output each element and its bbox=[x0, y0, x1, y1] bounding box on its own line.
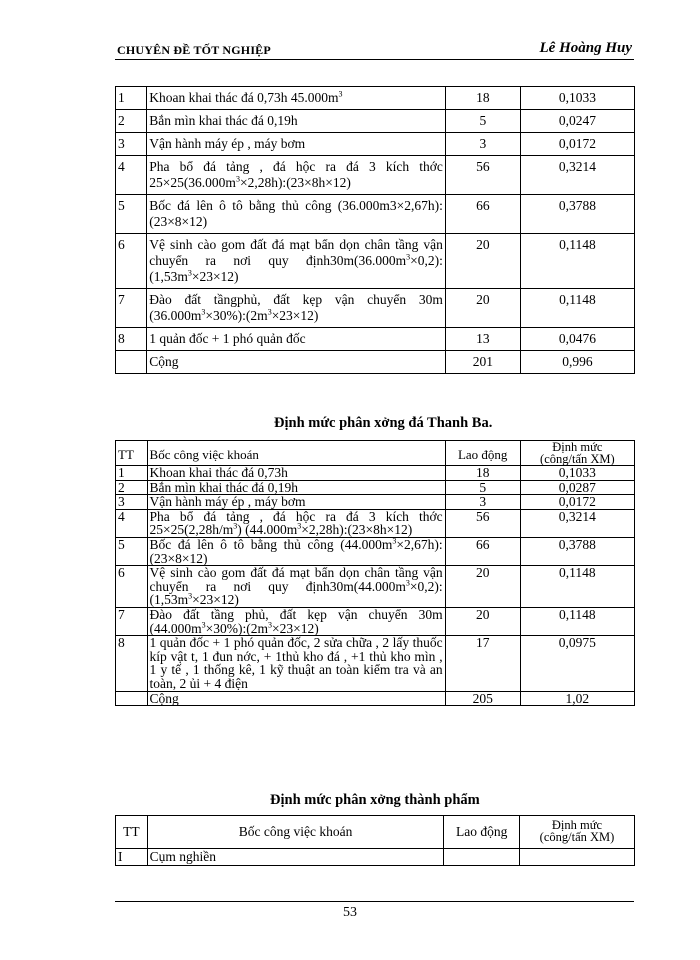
col-tt-header: TT bbox=[116, 816, 148, 849]
job-description: Vệ sinh cào gom đất đá mạt bẩn dọn chân tầng vận chuyển ra nơi quy $định30m(36.000m^3\times 0,2):(1,53m^3\times 23\times 12)$ bbox=[147, 234, 446, 289]
norm-value: 0,3214 bbox=[520, 156, 634, 195]
page-number: 53 bbox=[343, 905, 357, 920]
norm-value: 0,0975 bbox=[520, 636, 634, 691]
labor-count: 3 bbox=[445, 133, 520, 156]
row-number: I bbox=[116, 849, 148, 866]
norm-value: 0,3214 bbox=[520, 509, 634, 537]
norm-value: 1,02 bbox=[520, 691, 634, 706]
row-number: 6 bbox=[116, 566, 148, 608]
labor-norm-table-1 bbox=[115, 86, 635, 374]
labor-count: 20 bbox=[445, 289, 520, 328]
table-row bbox=[116, 509, 635, 537]
labor-count: 56 bbox=[445, 509, 520, 537]
job-description: Cụm nghiền bbox=[147, 849, 444, 866]
table-row bbox=[116, 289, 635, 328]
footer-rule bbox=[115, 901, 634, 902]
job-description: Cộng bbox=[147, 351, 446, 374]
header-rule bbox=[115, 59, 634, 60]
col-job-header: Bốc công việc khoán bbox=[147, 441, 445, 466]
norm-header-line2: (công/tấn XM) bbox=[539, 830, 615, 844]
row-number: 4 bbox=[116, 156, 147, 195]
table-row bbox=[116, 351, 635, 374]
table3-body bbox=[116, 849, 635, 866]
job-description: Pha bổ đá tảng , đá hộc ra đá 3 kích thớc $25\times 25(36.000m^3\times 2,28h):(23\times 8h\times 12)$ bbox=[147, 156, 446, 195]
labor-count: 17 bbox=[445, 636, 520, 691]
norm-value: 0,0172 bbox=[520, 133, 634, 156]
labor-count: 5 bbox=[445, 480, 520, 495]
col-labor-header: Lao động bbox=[445, 441, 520, 466]
table2-title: Định mức phân xởng đá Thanh Ba. bbox=[274, 415, 493, 431]
row-number: 8 bbox=[116, 636, 148, 691]
norm-header-line1: Định mức bbox=[552, 440, 603, 454]
table3-header-row bbox=[116, 816, 635, 849]
row-number: 1 bbox=[116, 87, 147, 110]
table-row bbox=[116, 110, 635, 133]
norm-value: 0,1148 bbox=[520, 566, 634, 608]
header-left: CHUYÊN ĐỀ TỐT NGHIỆP bbox=[117, 43, 271, 57]
col-norm-header bbox=[519, 816, 634, 849]
norm-value: 0,1033 bbox=[520, 87, 634, 110]
header-author: Lê Hoàng Huy bbox=[539, 40, 632, 56]
norm-value bbox=[519, 849, 634, 866]
labor-norm-table-finished bbox=[115, 815, 635, 866]
job-description: 1 quản đốc + 1 phó quản đốc, 2 sửa chữa , 2 lấy thuốc kíp vật t, 1 đun nớc, + 1thủ kho đá , +1 thủ kho mìn , 1 y tế , 1 thống kê, 1 kỹ thuật an toàn kiểm tra và an toàn, 2 ủi + 4 điện bbox=[147, 636, 445, 691]
norm-value: 0,0172 bbox=[520, 495, 634, 510]
norm-header-line2: (công/tấn XM) bbox=[540, 452, 615, 466]
norm-value: 0,0247 bbox=[520, 110, 634, 133]
norm-value: 0,0476 bbox=[520, 328, 634, 351]
row-number: 1 bbox=[116, 466, 148, 481]
col-norm-header bbox=[520, 441, 634, 466]
row-number: 2 bbox=[116, 110, 147, 133]
job-description: Bắn mìn khai thác đá 0,19h bbox=[147, 480, 445, 495]
row-number: 7 bbox=[116, 607, 148, 635]
labor-count: 3 bbox=[445, 495, 520, 510]
norm-value: 0,1148 bbox=[520, 289, 634, 328]
job-description: Đào đất tầng phủ, đất kẹp vận chuyển 30m $(44.000m^3\times 30\%):(2m^3\times 23\times 12)$ bbox=[147, 607, 445, 635]
row-number: 3 bbox=[116, 133, 147, 156]
labor-count bbox=[444, 849, 520, 866]
table-row bbox=[116, 566, 635, 608]
job-description: Đào đất tầngphủ, đất kẹp vận chuyển 30m $(36.000m^3\times 30\%):(2m^3\times 23\times 12)$ bbox=[147, 289, 446, 328]
row-number: 8 bbox=[116, 328, 147, 351]
table-row bbox=[116, 234, 635, 289]
row-number: 3 bbox=[116, 495, 148, 510]
row-number: 2 bbox=[116, 480, 148, 495]
row-number: 6 bbox=[116, 234, 147, 289]
row-number: 5 bbox=[116, 537, 148, 565]
table-row bbox=[116, 87, 635, 110]
job-description: Khoan khai thác đá 0,73h bbox=[147, 466, 445, 481]
table-row bbox=[116, 636, 635, 691]
norm-value: 0,1148 bbox=[520, 234, 634, 289]
norm-value: 0,3788 bbox=[520, 537, 634, 565]
norm-value: 0,1033 bbox=[520, 466, 634, 481]
job-description: Bắn mìn khai thác đá 0,19h bbox=[147, 110, 446, 133]
norm-value: 0,1148 bbox=[520, 607, 634, 635]
job-description: Vệ sinh cào gom đất đá mạt bẩn dọn chân tầng vận chuyển ra nơi quy $định30m(44.000m^3\times 0,2):(1,53m^3\times 23\times 12)$ bbox=[147, 566, 445, 608]
labor-count: 13 bbox=[445, 328, 520, 351]
table-row bbox=[116, 328, 635, 351]
labor-count: 18 bbox=[445, 466, 520, 481]
job-description: Bốc đá lên ô tô bằng thủ công $(44.000m^3\times 2,67h):(23\times 8\times 12)$ bbox=[147, 537, 445, 565]
table2-header-row bbox=[116, 441, 635, 466]
labor-count: 18 bbox=[445, 87, 520, 110]
job-description: Vận hành máy ép , máy bơm bbox=[147, 133, 446, 156]
table1-body bbox=[116, 87, 635, 374]
labor-count: 66 bbox=[445, 537, 520, 565]
job-description: Khoan khai thác đá 0,73h $45.000m^3$ bbox=[147, 87, 446, 110]
job-description: Bốc đá lên ô tô bằng thủ công (36.000m3×2,67h):(23×8×12) bbox=[147, 195, 446, 234]
labor-count: 20 bbox=[445, 607, 520, 635]
labor-count: 205 bbox=[445, 691, 520, 706]
labor-count: 66 bbox=[445, 195, 520, 234]
norm-header-line1: Định mức bbox=[551, 818, 603, 832]
table-row bbox=[116, 195, 635, 234]
labor-count: 56 bbox=[445, 156, 520, 195]
row-number: 5 bbox=[116, 195, 147, 234]
table-row bbox=[116, 691, 635, 706]
row-number: 4 bbox=[116, 509, 148, 537]
labor-norm-table-thanh-ba bbox=[115, 440, 635, 706]
row-number bbox=[116, 351, 147, 374]
col-job-header: Bốc công việc khoán bbox=[147, 816, 444, 849]
job-description: Pha bổ đá tảng , đá hộc ra đá 3 kích thớc $25\times 25(2,28h/m^3)$ $(44.000m^3\times 2,28h):(23\times 8h\times 12)$ bbox=[147, 509, 445, 537]
labor-count: 20 bbox=[445, 566, 520, 608]
col-tt-header: TT bbox=[116, 441, 148, 466]
table-row bbox=[116, 495, 635, 510]
table-row bbox=[116, 133, 635, 156]
norm-value: 0,3788 bbox=[520, 195, 634, 234]
labor-count: 201 bbox=[445, 351, 520, 374]
table-row bbox=[116, 537, 635, 565]
table-row bbox=[116, 480, 635, 495]
job-description: Vận hành máy ép , máy bơm bbox=[147, 495, 445, 510]
table-row bbox=[116, 466, 635, 481]
table-row bbox=[116, 849, 635, 866]
norm-value: 0,996 bbox=[520, 351, 634, 374]
table2-body bbox=[116, 466, 635, 706]
job-description: 1 quản đốc + 1 phó quản đốc bbox=[147, 328, 446, 351]
labor-count: 20 bbox=[445, 234, 520, 289]
row-number bbox=[116, 691, 148, 706]
job-description: Cộng bbox=[147, 691, 445, 706]
table-row bbox=[116, 156, 635, 195]
row-number: 7 bbox=[116, 289, 147, 328]
labor-count: 5 bbox=[445, 110, 520, 133]
norm-value: 0,0287 bbox=[520, 480, 634, 495]
col-labor-header: Lao động bbox=[444, 816, 520, 849]
table3-title: Định mức phân xởng thành phẩm bbox=[270, 792, 480, 808]
table-row bbox=[116, 607, 635, 635]
